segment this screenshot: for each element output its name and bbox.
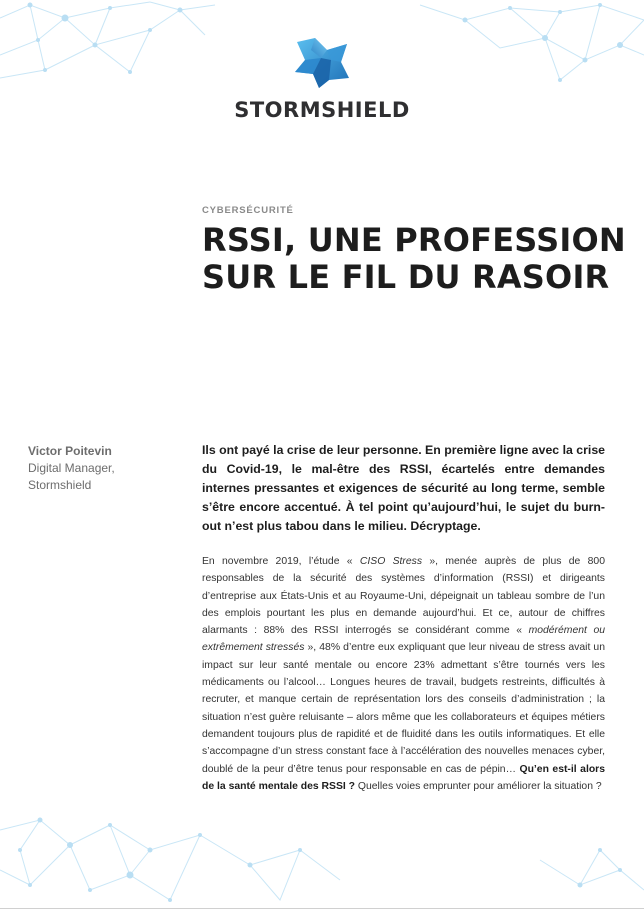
brand-wordmark: STORMSHIELD (234, 98, 410, 122)
body-text-segment: », 48% d’entre eux expliquant que leur niveau de stress avait un impact sur leur santé mentale ou encore 23% admettant s’être tournés vers les médicaments ou l’alcool… Longues heures de travail, budgets restreints, difficultés à recruter, et manque certain de représentation lors des conseils d’administration ; la situation n’est guère reluisante – alors même que les collaborateurs et équipes métiers demandent toujours plus de rapidité et de fluidité dans les outils informatiques. Et elle s’accompagne d’un stress constant face à l’accélération des nouvelles menaces cyber, doublé de la peur d’être tenus pour responsable en cas de pépin… (202, 642, 605, 775)
body-text-segment: En novembre 2019, l’étude « (202, 556, 360, 567)
body-study-name: CISO Stress (359, 556, 423, 567)
brand-logo (0, 36, 644, 122)
body-quote: modérément ou extrêmement stressés (202, 625, 606, 654)
page-bottom-divider (0, 908, 644, 909)
body-question: Qu’en est-il alors de la santé mentale des RSSI ? (202, 763, 605, 792)
article-lead: Ils ont payé la crise de leur personne. En première ligne avec la crise du Covid-19, le mal-être des RSSI, écartelés entre demandes internes pressantes et exigences de sécurité au long terme, semble s’être encore accentué. À tel point qu’aujourd’hui, le sujet du burn-out n’est plus tabou dans le milieu. Décryptage. (202, 443, 605, 533)
network-pattern-bottom (0, 790, 644, 910)
author-name: Victor Poitevin (28, 444, 112, 458)
stormshield-logo-icon (293, 36, 351, 88)
author-role: Digital Manager, Stormshield (28, 461, 115, 492)
author-block (28, 443, 178, 494)
article-category: CYBERSÉCURITÉ (202, 205, 294, 216)
body-text-segment: », menée auprès de plus de 800 responsables de la sécurité des systèmes d’information (RSSI) et dirigeants d’entreprise aux États-Unis et au Royaume-Uni, dépeignait un tableau sombre de l’un des emplois pourtant les plus en demande aujourd’hui. Et ce, autour de chiffres alarmants : 88% des RSSI interrogés se considérant comme « (202, 556, 605, 637)
article-body (202, 553, 605, 795)
article-title: RSSI, UNE PROFESSION SUR LE FIL DU RASOIR (202, 221, 626, 296)
body-text-segment: Quelles voies emprunter pour améliorer la situation ? (355, 780, 602, 792)
